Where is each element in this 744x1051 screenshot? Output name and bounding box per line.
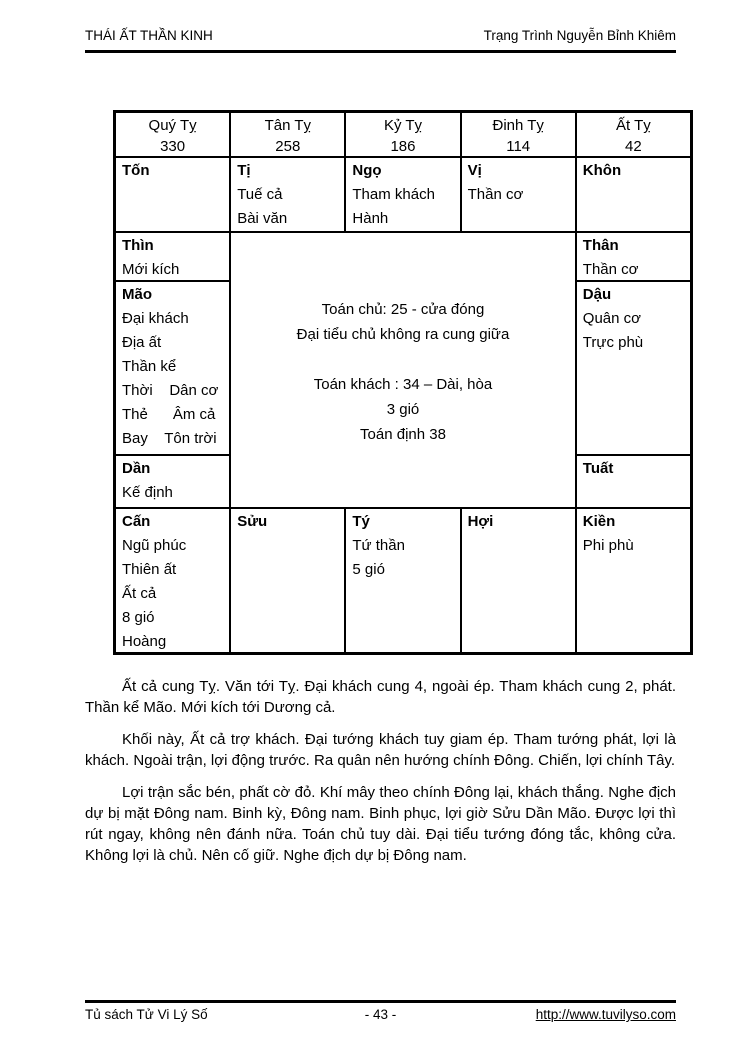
center-line-4: Toán khách : 34 – Dài, hòa (313, 376, 493, 393)
cell-ngo (345, 157, 460, 232)
center-line-1: Toán chủ: 25 - cửa đóng (321, 301, 485, 318)
cell-ty-line-1: Tứ thần (352, 537, 405, 554)
cell-ti-line-1: Tuế cả (237, 186, 283, 203)
cell-can-title: Cấn (122, 513, 151, 530)
center-calculation-cell (230, 232, 576, 508)
cell-khon (576, 157, 691, 232)
cell-can-line-2: Thiên ất (122, 561, 177, 578)
cell-can-line-1: Ngũ phúc (122, 537, 187, 554)
cell-ty-line-2: 5 gió (352, 561, 385, 578)
year-number-ky-ty: 186 (390, 138, 416, 155)
cell-thin-title: Thìn (122, 237, 154, 254)
footer-series-title: Tủ sách Tử Vi Lý Số (85, 1007, 208, 1022)
cell-ty-title: Tý (352, 513, 370, 530)
thai-at-chart-table (113, 110, 693, 655)
cell-suu-title: Sửu (237, 513, 268, 530)
body-paragraph-2: Khối này, Ất cả trợ khách. Đại tướng khách tuy giam ép. Tham tướng phát, lợi là khách. Ngoài trận, lợi động trước. Ra quân nên hướng chính Đông. Chiến, lợi chính Tây. (85, 731, 676, 769)
cell-mao-line-4: Thời Dân cơ (122, 382, 219, 399)
year-cell-ky-ty (345, 112, 460, 157)
cell-mao-line-5: Thẻ Âm cả (122, 406, 216, 423)
center-line-3 (237, 347, 569, 372)
page-footer (85, 1000, 676, 1022)
year-number-tan-ty: 258 (275, 138, 301, 155)
cell-mao-line-1: Đại khách (122, 310, 189, 327)
cell-ti (230, 157, 345, 232)
cell-ngo-title: Ngọ (352, 162, 382, 179)
cell-ngo-line-2: Hành (352, 210, 389, 227)
cell-kien (576, 508, 691, 653)
year-name-dinh-ty: Đinh Tỵ (492, 117, 544, 134)
year-name-at-ty: Ất Tỵ (616, 117, 651, 134)
cell-suu (230, 508, 345, 653)
cell-vi (461, 157, 576, 232)
cell-can-line-3: Ất cả (122, 585, 157, 602)
cell-vi-line-1: Thần cơ (467, 186, 524, 203)
cell-than-line-1: Thần cơ (582, 261, 639, 278)
year-name-quy-ty: Quý Tỵ (148, 117, 197, 134)
year-name-tan-ty: Tân Tỵ (264, 117, 311, 134)
year-name-ky-ty: Kỷ Tỵ (383, 117, 423, 134)
cell-mao-title: Mão (122, 286, 152, 303)
year-cell-tan-ty (230, 112, 345, 157)
cell-khon-title: Khôn (582, 162, 622, 179)
center-line-6: Toán định 38 (360, 426, 446, 443)
cell-can-line-5: Hoàng (122, 633, 167, 650)
cell-than (576, 232, 691, 281)
cell-ton-title: Tốn (122, 162, 150, 179)
page-header (85, 28, 676, 53)
cell-ngo-line-1: Tham khách (352, 186, 435, 203)
body-paragraphs (85, 676, 676, 877)
header-author: Trạng Trình Nguyễn Bỉnh Khiêm (483, 28, 676, 43)
cell-than-title: Thân (582, 237, 619, 254)
cell-can-line-4: 8 gió (122, 609, 155, 626)
cell-kien-title: Kiền (582, 513, 616, 530)
cell-vi-title: Vị (467, 162, 482, 179)
cell-mao-line-2: Địa ất (122, 334, 162, 351)
cell-dau-line-1: Quân cơ (582, 310, 641, 327)
year-cell-at-ty (576, 112, 691, 157)
cell-kien-line-1: Phi phù (582, 537, 634, 554)
year-number-quy-ty: 330 (160, 138, 186, 155)
cell-hoi-title: Hợi (467, 513, 494, 530)
cell-thin (115, 232, 230, 281)
body-paragraph-1: Ất cả cung Tỵ. Văn tới Tỵ. Đại khách cung 4, ngoài ép. Tham khách cung 2, phát. Thần kể Mão. Mới kích tới Dương cả. (85, 678, 676, 716)
year-number-at-ty: 42 (625, 138, 642, 155)
year-number-dinh-ty: 114 (506, 138, 531, 155)
cell-hoi (461, 508, 576, 653)
body-paragraph-3: Lợi trận sắc bén, phất cờ đỏ. Khí mây theo chính Đông lại, khách thắng. Nghe địch dự bị mặt Đông nam. Binh kỳ, Đông nam. Binh phục, lợi giờ Sửu Dần Mão. Được lợi thì rút ngay, không nên đánh nữa. Toán chủ tuy dài. Đại tiểu tướng đóng tắc, không cửa. Không lợi là chủ. Nên cố giữ. Nghe địch dự bị Đông nam. (85, 784, 676, 864)
cell-ty (345, 508, 460, 653)
footer-page-number: - 43 - (364, 1007, 397, 1022)
header-book-title: THÁI ẤT THẦN KINH (85, 28, 213, 43)
cell-dau-title: Dậu (582, 286, 612, 303)
cell-dau (576, 281, 691, 455)
cell-mao-line-6: Bay Tôn trời (122, 430, 217, 447)
cell-mao (115, 281, 230, 455)
cell-ti-title: Tị (237, 162, 251, 179)
cell-tuat (576, 455, 691, 508)
cell-thin-line-1: Mới kích (122, 261, 180, 278)
cell-dan (115, 455, 230, 508)
year-cell-quy-ty (115, 112, 230, 157)
footer-url-link[interactable]: http://www.tuvilyso.com (535, 1007, 676, 1022)
cell-tuat-title: Tuất (582, 460, 614, 477)
year-cell-dinh-ty (461, 112, 576, 157)
cell-dau-line-2: Trực phù (582, 334, 644, 351)
cell-can (115, 508, 230, 653)
cell-ti-line-2: Bài văn (237, 210, 288, 227)
cell-dan-line-1: Kế định (122, 484, 173, 501)
cell-dan-title: Dần (122, 460, 151, 477)
cell-ton (115, 157, 230, 232)
center-line-5: 3 gió (386, 401, 420, 418)
center-line-2: Đại tiểu chủ không ra cung giữa (296, 326, 510, 343)
cell-mao-line-3: Thần kể (122, 358, 177, 375)
